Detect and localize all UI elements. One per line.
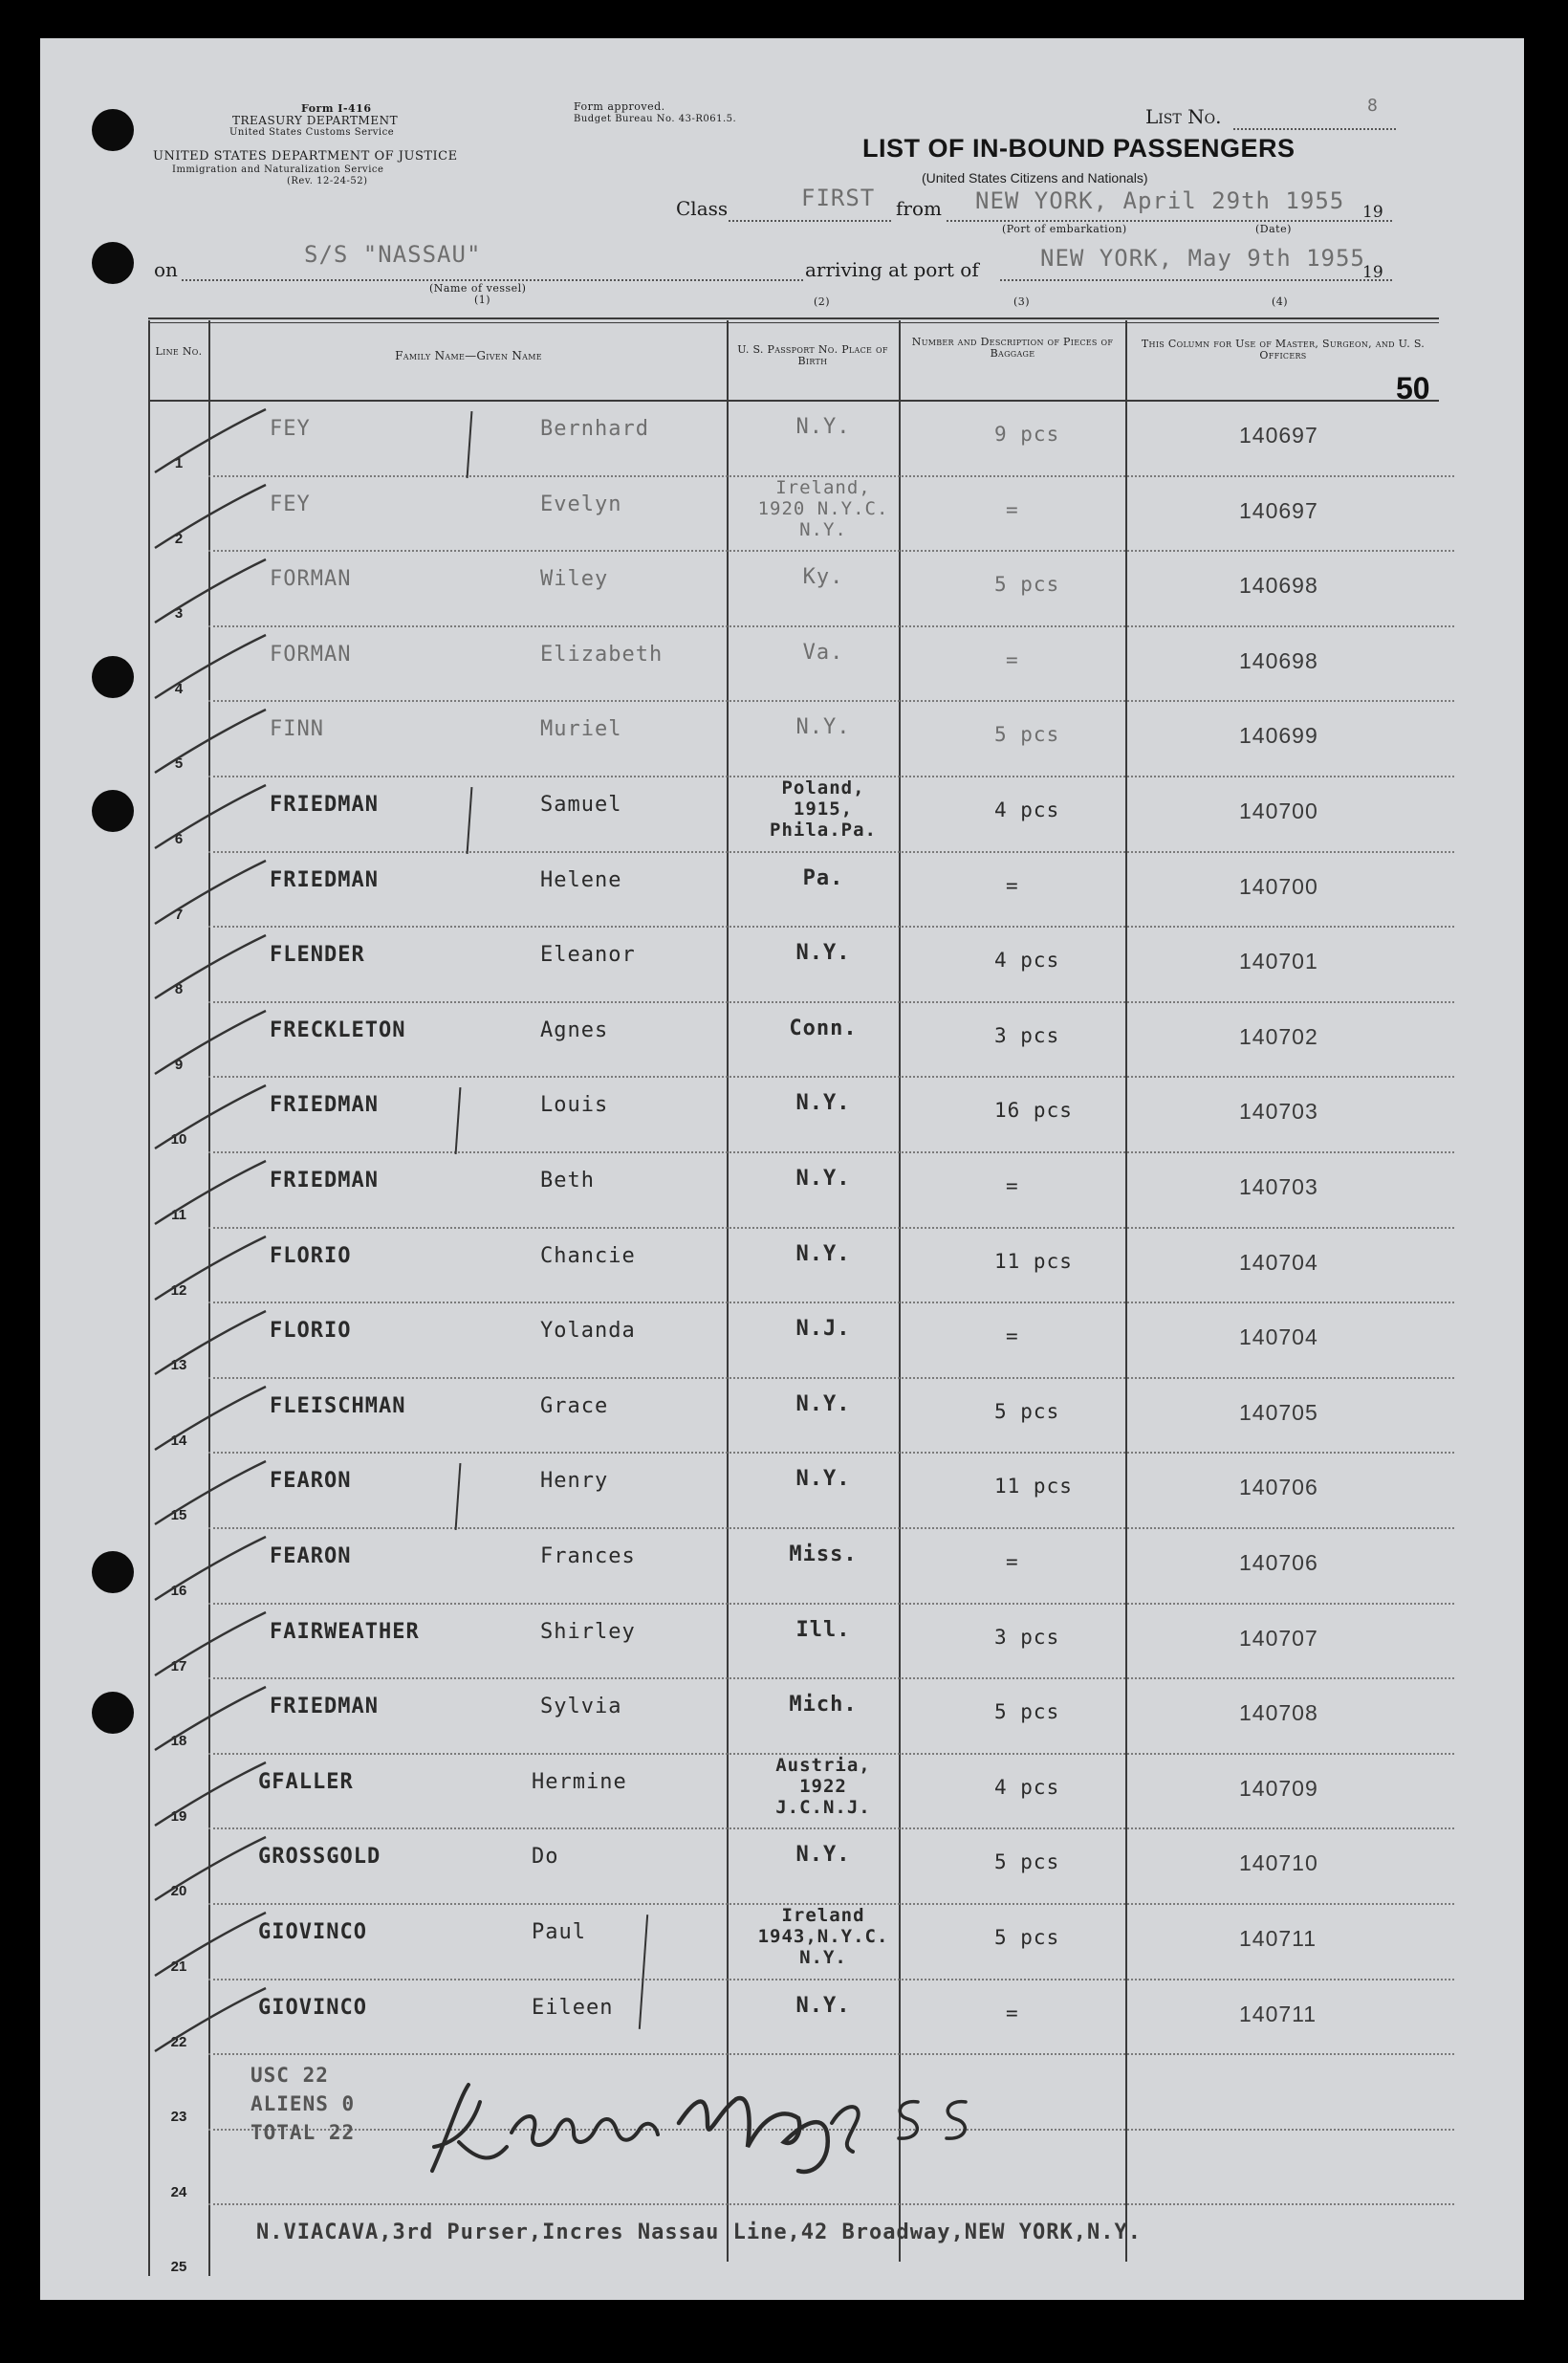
family-name: GIOVINCO [258,1920,367,1944]
justice-dept: UNITED STATES DEPARTMENT OF JUSTICE [153,149,458,164]
baggage-count: 5 pcs [994,573,1060,597]
line-number: 19 [170,1807,187,1825]
family-name: GFALLER [258,1769,354,1794]
family-name: FINN [270,717,324,742]
vessel-caption-num: (1) [474,294,491,306]
row-divider [208,926,1454,928]
officer-number: 140704 [1239,1324,1318,1350]
row-divider [208,625,1454,627]
family-name: FORMAN [270,642,352,667]
birth-place: N.J. [795,1317,851,1342]
family-name: FRIEDMAN [270,793,379,817]
row-divider [208,1979,1454,1980]
baggage-count: 3 pcs [994,1625,1060,1649]
sheet-number: 50 [1396,371,1430,405]
baggage-count: 3 pcs [994,1023,1060,1047]
col-header-line-no: Line No. [155,345,203,358]
check-mark-icon [153,859,268,926]
on-label: on [154,258,178,281]
col-header-passport: U. S. Passport No. Place of Birth [737,343,888,367]
birth-place: Austria, 1922 J.C.N.J. [775,1754,871,1818]
row-divider [208,700,1454,702]
check-mark-icon [153,633,268,700]
birth-place: N.Y. [795,1467,851,1492]
officer-number: 140701 [1239,949,1318,974]
total-count: TOTAL 22 [250,2121,356,2144]
from-value: NEW YORK, April 29th 1955 [975,187,1345,214]
given-name: Chancie [540,1243,636,1268]
baggage-count: 4 pcs [994,1775,1060,1799]
line-number: 22 [170,2033,187,2050]
baggage-count: = [1006,497,1019,521]
officer-number: 140703 [1239,1099,1318,1125]
line-number: 20 [170,1883,187,1900]
line-number: 18 [170,1733,187,1750]
line-number: 6 [174,831,184,847]
family-name: FLEISCHMAN [270,1393,406,1418]
col-header-officers: This Column for Use of Master, Surgeon, and U. S. Officers [1141,338,1426,361]
family-name: FAIRWEATHER [270,1619,420,1644]
family-name: FEARON [270,1544,352,1568]
given-name: Evelyn [540,492,622,516]
check-mark-icon [153,1835,268,1902]
from-label: from [896,197,942,220]
given-name: Beth [540,1169,595,1192]
row-divider [208,1603,1454,1605]
baggage-count: 5 pcs [994,1926,1060,1949]
given-name: Frances [540,1544,636,1568]
family-name: GIOVINCO [258,1995,367,2020]
given-name: Bernhard [540,417,649,441]
line-number: 3 [174,605,184,623]
given-name: Sylvia [540,1695,622,1719]
list-no-label: List No. [1145,105,1222,128]
family-name: GROSSGOLD [258,1845,381,1870]
check-mark-icon [153,1610,268,1677]
arrival-value: NEW YORK, May 9th 1955 [1040,245,1365,272]
birth-place: Va. [802,640,844,665]
baggage-count: = [1006,873,1019,897]
check-mark-icon [153,1986,268,2053]
given-name: Eileen [532,1995,614,2020]
officer-number: 140702 [1239,1023,1318,1049]
family-name: FEARON [270,1469,352,1494]
family-name: FRIEDMAN [270,1169,379,1192]
officer-number: 140706 [1239,1550,1318,1575]
caption-3: (3) [1013,295,1031,308]
row-divider [208,1302,1454,1303]
given-name: Elizabeth [540,642,664,667]
officer-number: 140700 [1239,799,1318,823]
baggage-count: 16 pcs [994,1099,1073,1123]
check-mark-icon [153,1309,268,1376]
page-title: LIST OF IN-BOUND PASSENGERS [862,134,1296,163]
row-divider [208,1076,1454,1078]
line-number: 7 [174,906,184,923]
birth-place: N.Y. [795,941,851,966]
vessel-caption: (Name of vessel) [429,282,527,295]
birth-place: N.Y. [795,1241,851,1266]
line-number: 16 [170,1583,187,1599]
given-name: Paul [532,1920,586,1944]
birth-place: Mich. [789,1693,858,1718]
birth-place: N.Y. [795,1843,851,1868]
check-mark-icon [153,483,268,550]
check-mark-icon [153,558,268,624]
birth-place: N.Y. [795,1993,851,2018]
birth-place: N.Y. [795,1091,851,1116]
baggage-count: = [1006,1550,1019,1573]
page-subtitle: (United States Citizens and Nationals) [922,170,1148,186]
row-divider [208,1151,1454,1153]
date-caption: (Date) [1255,223,1292,235]
officer-number: 140700 [1239,873,1318,899]
family-name: FRIEDMAN [270,1093,379,1118]
check-mark-icon [153,1083,268,1150]
budget-bureau: Budget Bureau No. 43-R061.5. [574,114,737,124]
birth-place: N.Y. [795,1391,851,1416]
check-mark-icon [153,1459,268,1526]
check-mark-icon [153,1761,268,1827]
check-mark-icon [153,1911,268,1978]
officer-number: 140705 [1239,1399,1318,1425]
arrival-year-label: 19 [1362,263,1383,282]
ins-service: Immigration and Naturalization Service [172,164,384,175]
given-name: Agnes [540,1017,609,1042]
officer-signature [421,2056,975,2180]
caption-4: (4) [1272,295,1289,308]
baggage-count: = [1006,647,1019,671]
officer-number: 140698 [1239,573,1318,599]
family-name: FORMAN [270,567,352,592]
given-name: Henry [540,1469,609,1494]
binder-hole [92,656,134,698]
family-name: FLORIO [270,1319,352,1344]
row-divider [208,1001,1454,1003]
line-number: 9 [174,1056,184,1073]
birth-place: Ireland 1943,N.Y.C. N.Y. [757,1905,889,1968]
birth-place: N.Y. [795,415,851,439]
port-embark-caption: (Port of embarkation) [1002,223,1127,235]
line-number: 4 [174,680,184,697]
row-divider [208,1377,1454,1379]
binder-hole [92,1692,134,1734]
given-name: Louis [540,1093,609,1118]
given-name: Eleanor [540,943,636,968]
row-divider [208,2053,1454,2055]
officer-number: 140709 [1239,1775,1318,1801]
line-number: 1 [174,455,184,471]
binder-hole [92,109,134,151]
line-number: 17 [170,1657,187,1674]
baggage-count: 4 pcs [994,799,1060,821]
officer-number: 140697 [1239,497,1318,523]
given-name: Wiley [540,567,609,592]
line-number: 5 [174,755,184,773]
check-mark-icon [153,783,268,850]
officer-number: 140706 [1239,1475,1318,1500]
family-name: FRIEDMAN [270,1695,379,1719]
check-mark-icon [153,407,268,474]
given-name: Hermine [532,1769,627,1794]
officer-number: 140704 [1239,1249,1318,1275]
officer-number: 140710 [1239,1850,1318,1876]
birth-place: Miss. [789,1543,858,1566]
arriving-label: arriving at port of [805,258,979,281]
given-name: Yolanda [540,1319,636,1344]
baggage-count: 4 pcs [994,949,1060,973]
birth-place: Ill. [795,1617,851,1642]
family-name: FLORIO [270,1243,352,1268]
row-divider [208,1527,1454,1529]
col-header-name: Family Name—Given Name [395,349,542,362]
baggage-count: 5 pcs [994,1850,1060,1874]
officer-number: 140708 [1239,1700,1318,1726]
aliens-count: ALIENS 0 [250,2092,356,2115]
row-divider [208,851,1454,853]
check-mark-icon [153,708,268,775]
purser-line: N.VIACAVA,3rd Purser,Incres Nassau Line,42 Broadway,NEW YORK,N.Y. [256,2221,1142,2244]
binder-hole [92,1551,134,1593]
form-approved: Form approved. [574,100,665,113]
officer-number: 140698 [1239,647,1318,673]
line-number: 21 [170,1958,187,1975]
caption-2: (2) [814,295,831,308]
customs-service: United States Customs Service [229,127,395,138]
line-number: 25 [170,2259,187,2276]
line-number: 8 [174,981,184,998]
officer-number: 140697 [1239,423,1318,448]
line-number: 2 [174,530,184,547]
check-mark-icon [153,1009,268,1076]
baggage-count: 5 pcs [994,1399,1060,1423]
check-mark-icon [153,1235,268,1302]
given-name: Muriel [540,717,622,742]
class-value: FIRST [801,185,876,211]
baggage-count: 11 pcs [994,1475,1073,1499]
given-name: Helene [540,867,622,892]
line-number: 15 [170,1507,187,1524]
baggage-count: 5 pcs [994,1700,1060,1724]
family-name: FRIEDMAN [270,867,379,892]
line-number: 11 [171,1207,186,1223]
birth-place: N.Y. [795,1167,851,1191]
given-name: Shirley [540,1619,636,1644]
check-mark-icon [153,1385,268,1452]
row-divider [208,1827,1454,1829]
birth-place: N.Y. [795,715,851,740]
check-mark-icon [153,933,268,1000]
col-header-baggage: Number and Description of Pieces of Baggage [911,336,1114,360]
revision-date: (Rev. 12-24-52) [287,176,368,186]
row-divider [208,1227,1454,1229]
binder-hole [92,790,134,832]
family-name: FEY [270,417,311,441]
given-name: Samuel [540,793,622,817]
check-mark-icon [153,1685,268,1752]
baggage-count: = [1006,1174,1019,1197]
officer-number: 140707 [1239,1625,1318,1651]
birth-place: Pa. [802,865,844,890]
officer-number: 140711 [1239,1926,1318,1951]
baggage-count: = [1006,1324,1019,1348]
row-divider [208,550,1454,552]
row-divider [208,1452,1454,1454]
birth-place: Ireland, 1920 N.Y.C. N.Y. [757,476,889,540]
row-divider [208,1677,1454,1679]
form-number: Form I-416 [301,102,372,115]
check-mark-icon [153,1535,268,1602]
line-number: 14 [170,1432,187,1449]
family-name: FLENDER [270,943,365,968]
line-number: 24 [170,2183,187,2200]
officer-number: 140711 [1239,2001,1318,2026]
given-name: Do [532,1845,559,1870]
year-label: 19 [1362,203,1383,222]
vessel-name: S/S "NASSAU" [304,241,482,268]
line-number: 13 [170,1357,187,1374]
officer-number: 140699 [1239,723,1318,749]
class-label: Class [676,197,729,220]
list-no-value: 8 [1367,96,1379,116]
baggage-count: 11 pcs [994,1249,1073,1273]
baggage-count: = [1006,2001,1019,2024]
binder-hole [92,242,134,284]
birth-place: Conn. [789,1016,858,1040]
birth-place: Poland, 1915, Phila.Pa. [770,777,877,841]
baggage-count: 9 pcs [994,423,1060,446]
line-number: 10 [170,1131,187,1149]
baggage-count: 5 pcs [994,723,1060,747]
check-mark-icon [153,1159,268,1226]
row-divider [208,2203,1454,2205]
family-name: FRECKLETON [270,1017,406,1042]
line-number: 12 [170,1281,187,1299]
birth-place: Ky. [802,565,844,590]
given-name: Grace [540,1393,609,1418]
treasury-dept: TREASURY DEPARTMENT [232,114,399,127]
usc-count: USC 22 [250,2064,329,2087]
line-number: 23 [170,2109,187,2126]
family-name: FEY [270,492,311,516]
officer-number: 140703 [1239,1174,1318,1199]
